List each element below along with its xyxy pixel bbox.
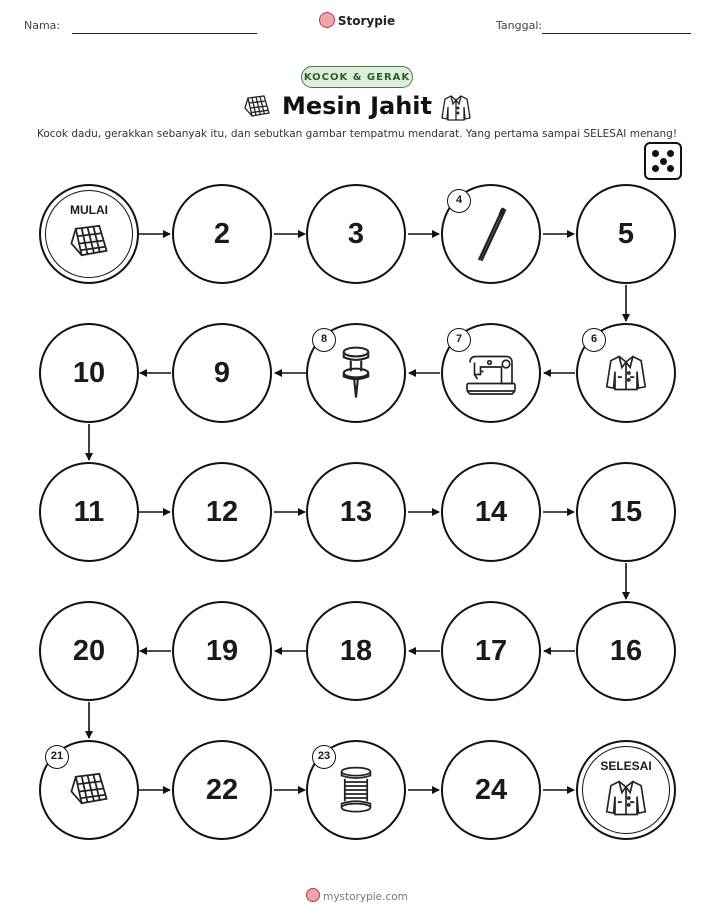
category-badge: KOCOK & GERAK bbox=[301, 66, 413, 88]
space-number: 15 bbox=[609, 496, 643, 528]
space-number: 9 bbox=[213, 357, 231, 389]
fabric-icon bbox=[67, 222, 111, 266]
space-number-badge: 7 bbox=[447, 328, 471, 352]
name-label: Nama: bbox=[24, 19, 61, 32]
date-label: Tanggal: bbox=[496, 19, 543, 32]
space-number: 20 bbox=[72, 635, 106, 667]
board-space-13[interactable] bbox=[306, 462, 406, 562]
space-number: 13 bbox=[339, 496, 373, 528]
fabric-icon bbox=[67, 770, 111, 814]
space-number: 5 bbox=[617, 218, 635, 250]
board-space-19[interactable] bbox=[172, 601, 272, 701]
board-space-20[interactable] bbox=[39, 601, 139, 701]
board-space-16[interactable] bbox=[576, 601, 676, 701]
board-space-5[interactable] bbox=[576, 184, 676, 284]
space-number: 16 bbox=[609, 635, 643, 667]
space-number: 24 bbox=[474, 774, 508, 806]
finish-space[interactable] bbox=[576, 740, 676, 840]
sewing-machine-icon bbox=[464, 350, 518, 400]
page-title: Mesin Jahit bbox=[281, 92, 433, 120]
space-number-badge: 21 bbox=[45, 745, 69, 769]
board-space-22[interactable] bbox=[172, 740, 272, 840]
space-number: 22 bbox=[205, 774, 239, 806]
jacket-icon bbox=[604, 353, 648, 397]
storypie-logo-icon bbox=[306, 888, 320, 902]
board-space-2[interactable] bbox=[172, 184, 272, 284]
pin-icon bbox=[340, 345, 372, 405]
board-space-11[interactable] bbox=[39, 462, 139, 562]
space-number-badge: 6 bbox=[582, 328, 606, 352]
board-space-10[interactable] bbox=[39, 323, 139, 423]
board-space-15[interactable] bbox=[576, 462, 676, 562]
space-number: 19 bbox=[205, 635, 239, 667]
space-number: 3 bbox=[347, 218, 365, 250]
space-number: 18 bbox=[339, 635, 373, 667]
board-space-9[interactable] bbox=[172, 323, 272, 423]
thread-spool-icon bbox=[338, 766, 374, 818]
board-space-12[interactable] bbox=[172, 462, 272, 562]
instructions: Kocok dadu, gerakkan sebanyak itu, dan sebutkan gambar tempatmu mendarat. Yang pertama sampai SELESAI menang! bbox=[36, 128, 678, 140]
space-number: 17 bbox=[474, 635, 508, 667]
space-number: 12 bbox=[205, 496, 239, 528]
board-space-3[interactable] bbox=[306, 184, 406, 284]
start-space[interactable] bbox=[39, 184, 139, 284]
start-label: MULAI bbox=[70, 203, 108, 217]
space-number-badge: 4 bbox=[447, 189, 471, 213]
board-space-17[interactable] bbox=[441, 601, 541, 701]
footer bbox=[0, 888, 714, 903]
brand-name: Storypie bbox=[337, 14, 396, 28]
space-number-badge: 23 bbox=[312, 745, 336, 769]
board-space-14[interactable] bbox=[441, 462, 541, 562]
board-space-24[interactable] bbox=[441, 740, 541, 840]
finish-label: SELESAI bbox=[600, 759, 652, 773]
space-number: 2 bbox=[213, 218, 231, 250]
space-number-badge: 8 bbox=[312, 328, 336, 352]
board-space-18[interactable] bbox=[306, 601, 406, 701]
jacket-icon bbox=[604, 778, 648, 822]
space-number: 11 bbox=[73, 496, 105, 528]
space-number: 10 bbox=[72, 357, 106, 389]
needle-icon bbox=[471, 204, 511, 268]
space-number: 14 bbox=[474, 496, 508, 528]
footer-url: mystorypie.com bbox=[323, 891, 408, 903]
